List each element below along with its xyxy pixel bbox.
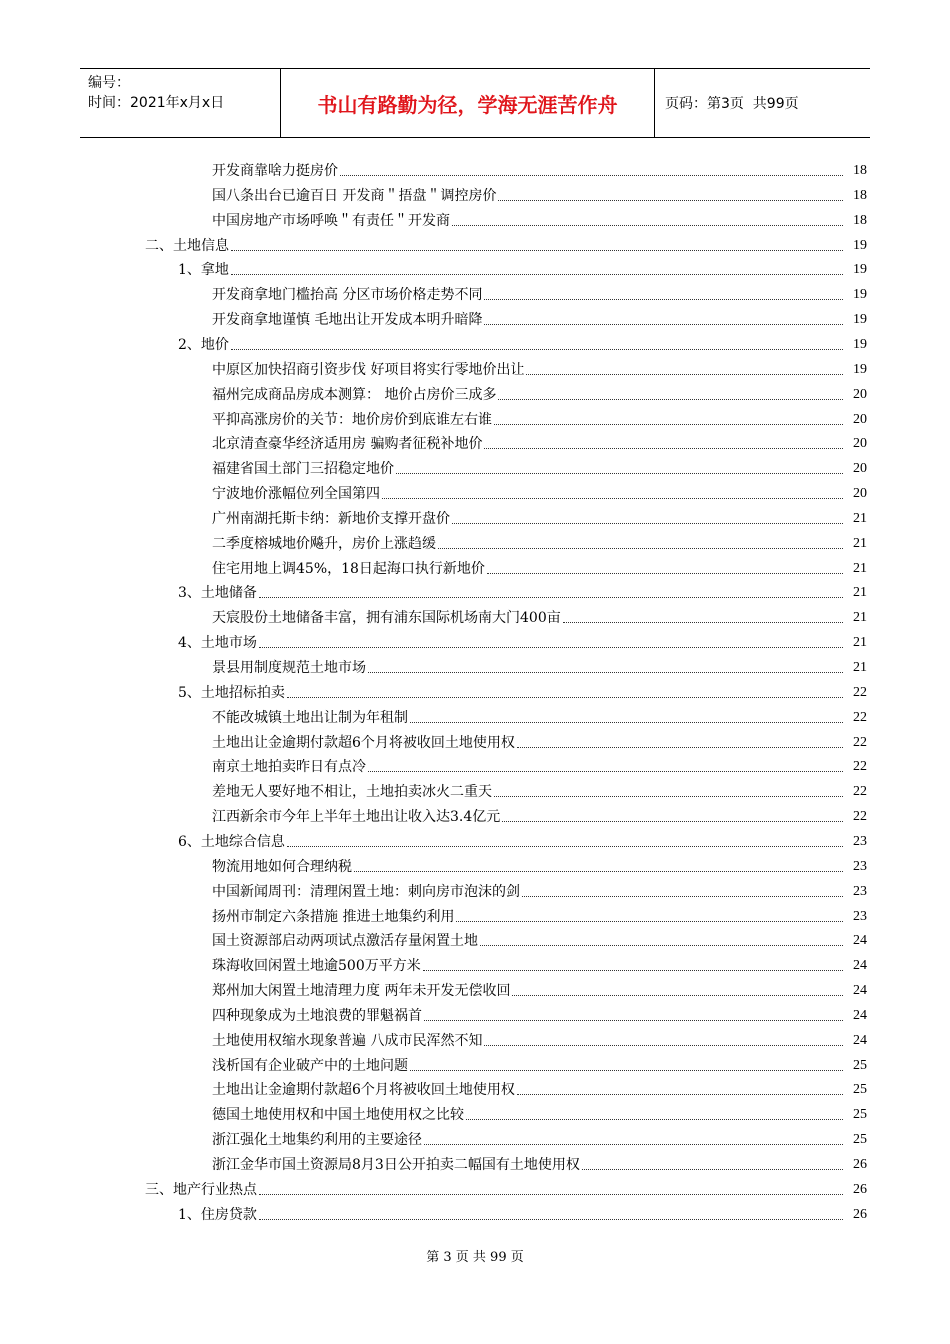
toc-entry-page: 24 xyxy=(853,933,867,949)
toc-entry-title: 南京土地拍卖昨日有点冷 xyxy=(212,759,366,776)
toc-dot-leader xyxy=(396,472,843,474)
toc-entry[interactable] xyxy=(212,282,867,304)
toc-entry-page: 23 xyxy=(853,858,867,874)
toc-entry[interactable] xyxy=(178,630,867,652)
toc-entry-page: 21 xyxy=(853,635,867,651)
toc-dot-leader xyxy=(231,348,843,350)
toc-entry-title: 开发商拿地谨慎 毛地出让开发成本明升暗降 xyxy=(212,312,483,329)
toc-entry-title: 土地出让金逾期付款超6个月将被收回土地使用权 xyxy=(212,734,515,751)
toc-entry[interactable] xyxy=(212,705,867,727)
toc-entry[interactable] xyxy=(212,605,867,627)
toc-entry-page: 24 xyxy=(853,958,867,974)
toc-entry[interactable] xyxy=(212,904,867,926)
toc-entry-page: 21 xyxy=(853,535,867,551)
toc-entry-page: 19 xyxy=(853,287,867,303)
toc-entry-title: 珠海收回闲置土地逾500万平方米 xyxy=(212,958,421,975)
toc-dot-leader xyxy=(259,1218,843,1220)
toc-dot-leader xyxy=(340,174,843,176)
toc-dot-leader xyxy=(502,820,843,822)
toc-entry-page: 24 xyxy=(853,1007,867,1023)
toc-entry[interactable] xyxy=(212,1102,867,1124)
toc-entry-title: 福州完成商品房成本测算： 地价占房价三成多 xyxy=(212,386,497,403)
toc-dot-leader xyxy=(368,770,843,772)
toc-entry-page: 20 xyxy=(853,436,867,452)
toc-entry-title: 不能改城镇土地出让制为年租制 xyxy=(212,709,408,726)
toc-entry-page: 21 xyxy=(853,560,867,576)
toc-entry[interactable] xyxy=(212,1152,867,1174)
toc-dot-leader xyxy=(424,1019,843,1021)
toc-entry[interactable] xyxy=(212,804,867,826)
toc-entry-page: 20 xyxy=(853,386,867,402)
toc-entry[interactable] xyxy=(212,382,867,404)
toc-dot-leader xyxy=(368,671,843,673)
toc-entry-title: 国土资源部启动两项试点激活存量闲置土地 xyxy=(212,933,478,950)
toc-entry-title: 平抑高涨房价的关节：地价房价到底谁左右谁 xyxy=(212,411,492,428)
toc-entry-page: 21 xyxy=(853,510,867,526)
toc-entry-page: 22 xyxy=(853,759,867,775)
toc-dot-leader xyxy=(498,199,843,201)
toc-entry-page: 25 xyxy=(853,1082,867,1098)
toc-entry[interactable] xyxy=(212,1028,867,1050)
toc-entry-page: 23 xyxy=(853,908,867,924)
toc-entry[interactable] xyxy=(212,506,867,528)
toc-dot-leader xyxy=(480,944,843,946)
toc-entry-title: 扬州市制定六条措施 推进土地集约利用 xyxy=(212,908,455,925)
toc-entry-title: 德国土地使用权和中国土地使用权之比较 xyxy=(212,1107,464,1124)
toc-entry-title: 住宅用地上调45%，18日起海口执行新地价 xyxy=(212,560,485,577)
toc-entry-page: 25 xyxy=(853,1057,867,1073)
toc-entry-page: 22 xyxy=(853,684,867,700)
toc-entry-title: 1、住房贷款 xyxy=(178,1206,257,1223)
toc-entry-title: 6、土地综合信息 xyxy=(178,833,285,850)
toc-entry[interactable] xyxy=(178,680,867,702)
toc-dot-leader xyxy=(494,795,843,797)
toc-entry-title: 三、地产行业热点 xyxy=(145,1181,257,1198)
toc-entry-page: 19 xyxy=(853,336,867,352)
toc-dot-leader xyxy=(456,920,843,922)
toc-dot-leader xyxy=(354,870,843,872)
toc-entry[interactable] xyxy=(178,580,867,602)
toc-dot-leader xyxy=(424,1143,843,1145)
toc-dot-leader xyxy=(526,373,843,375)
toc-dot-leader xyxy=(466,1118,843,1120)
toc-entry-title: 国八条出台已逾百日 开发商＂捂盘＂调控房价 xyxy=(212,187,497,204)
toc-dot-leader xyxy=(259,646,843,648)
toc-entry-title: 2、地价 xyxy=(178,336,229,353)
toc-entry-page: 22 xyxy=(853,809,867,825)
toc-entry[interactable] xyxy=(212,158,867,180)
toc-entry[interactable] xyxy=(212,754,867,776)
toc-entry-page: 26 xyxy=(853,1206,867,1222)
toc-entry-page: 18 xyxy=(853,212,867,228)
toc-entry-page: 23 xyxy=(853,833,867,849)
toc-entry[interactable] xyxy=(178,332,867,354)
toc-entry-title: 四种现象成为土地浪费的罪魁祸首 xyxy=(212,1007,422,1024)
toc-dot-leader xyxy=(452,224,843,226)
document-date-label: 时间：2021年x月x日 xyxy=(88,95,225,111)
toc-entry[interactable] xyxy=(178,1202,867,1224)
toc-entry-page: 26 xyxy=(853,1157,867,1172)
toc-entry[interactable] xyxy=(212,879,867,901)
toc-entry-page: 21 xyxy=(853,660,867,675)
toc-entry[interactable] xyxy=(212,431,867,453)
toc-dot-leader xyxy=(410,721,843,723)
toc-entry-title: 1、拿地 xyxy=(178,262,229,279)
toc-dot-leader xyxy=(423,969,843,971)
toc-entry-page: 18 xyxy=(853,187,867,203)
toc-entry-page: 21 xyxy=(853,610,867,626)
page-footer: 第 3 页 共 99 页 xyxy=(426,1250,524,1265)
toc-entry-title: 二、土地信息 xyxy=(145,237,229,254)
toc-entry-title: 郑州加大闲置土地清理力度 两年未开发无偿收回 xyxy=(212,983,511,1000)
toc-dot-leader xyxy=(517,1093,843,1095)
toc-entry-page: 22 xyxy=(853,784,867,800)
page-count-label: 页码：第3页 共99页 xyxy=(665,96,799,112)
toc-entry[interactable] xyxy=(212,531,867,553)
toc-entry-title: 3、土地储备 xyxy=(178,585,257,602)
toc-dot-leader xyxy=(259,1193,843,1195)
toc-entry-title: 物流用地如何合理纳税 xyxy=(212,858,352,875)
toc-entry-title: 二季度榕城地价飚升，房价上涨趋缓 xyxy=(212,535,436,552)
toc-entry-page: 21 xyxy=(853,585,867,601)
toc-entry[interactable] xyxy=(145,233,867,255)
toc-entry-title: 福建省国土部门三招稳定地价 xyxy=(212,461,394,478)
toc-entry-page: 26 xyxy=(853,1181,867,1197)
toc-entry[interactable] xyxy=(212,1003,867,1025)
toc-entry-title: 江西新余市今年上半年土地出让收入达3.4亿元 xyxy=(212,809,501,826)
toc-dot-leader xyxy=(452,522,843,524)
motto-text: 书山有路勤为径，学海无涯苦作舟 xyxy=(317,92,618,117)
toc-dot-leader xyxy=(582,1168,843,1170)
toc-entry[interactable] xyxy=(212,953,867,975)
toc-entry-title: 开发商靠啥力挺房价 xyxy=(212,163,338,179)
toc-entry-title: 浙江金华市国土资源局8月3日公开拍卖二幅国有土地使用权 xyxy=(212,1157,580,1173)
toc-entry-title: 开发商拿地门槛抬高 分区市场价格走势不同 xyxy=(212,287,483,304)
toc-entry-title: 中国新闻周刊：清理闲置土地：刺向房市泡沫的剑 xyxy=(212,883,520,900)
toc-entry[interactable] xyxy=(212,407,867,429)
toc-entry-page: 25 xyxy=(853,1132,867,1148)
toc-entry[interactable] xyxy=(212,928,867,950)
toc-entry[interactable] xyxy=(212,854,867,876)
toc-dot-leader xyxy=(512,994,843,996)
toc-entry[interactable] xyxy=(212,978,867,1000)
toc-dot-leader xyxy=(410,1069,843,1071)
header-page-info xyxy=(655,69,870,137)
toc-entry-title: 4、土地市场 xyxy=(178,635,257,652)
toc-dot-leader xyxy=(563,621,843,623)
toc-entry[interactable] xyxy=(212,1127,867,1149)
toc-entry[interactable] xyxy=(212,655,867,677)
toc-dot-leader xyxy=(438,547,843,549)
toc-dot-leader xyxy=(487,572,843,574)
toc-entry[interactable] xyxy=(212,183,867,205)
toc-entry[interactable] xyxy=(212,481,867,503)
toc-entry[interactable] xyxy=(212,730,867,752)
toc-entry[interactable] xyxy=(212,357,867,379)
toc-entry-title: 浙江强化土地集约利用的主要途径 xyxy=(212,1132,422,1149)
toc-dot-leader xyxy=(484,298,843,300)
toc-entry[interactable] xyxy=(145,1177,867,1199)
header-meta xyxy=(80,69,281,137)
header-motto xyxy=(281,69,655,137)
toc-dot-leader xyxy=(382,497,843,499)
toc-entry-page: 20 xyxy=(853,411,867,427)
toc-entry[interactable] xyxy=(212,1077,867,1099)
toc-entry-page: 20 xyxy=(853,461,867,477)
toc-entry[interactable] xyxy=(212,307,867,329)
toc-entry-page: 19 xyxy=(853,312,867,328)
toc-dot-leader xyxy=(517,746,843,748)
toc-entry[interactable] xyxy=(178,257,867,279)
toc-entry-title: 差地无人要好地不相让，土地拍卖冰火二重天 xyxy=(212,784,492,801)
toc-entry-title: 宁波地价涨幅位列全国第四 xyxy=(212,486,380,503)
toc-entry-title: 土地出让金逾期付款超6个月将被收回土地使用权 xyxy=(212,1082,515,1099)
toc-entry-page: 19 xyxy=(853,361,867,377)
toc-entry-page: 18 xyxy=(853,163,867,178)
toc-entry-page: 19 xyxy=(853,262,867,278)
toc-entry-title: 景县用制度规范土地市场 xyxy=(212,660,366,676)
toc-entry[interactable] xyxy=(212,456,867,478)
toc-dot-leader xyxy=(484,1044,843,1046)
toc-entry[interactable] xyxy=(212,556,867,578)
toc-entry[interactable] xyxy=(178,829,867,851)
toc-entry-title: 土地使用权缩水现象普遍 八成市民浑然不知 xyxy=(212,1032,483,1049)
toc-dot-leader xyxy=(498,398,843,400)
toc-entry-page: 23 xyxy=(853,883,867,899)
toc-dot-leader xyxy=(287,696,843,698)
toc-entry-title: 中原区加快招商引资步伐 好项目将实行零地价出让 xyxy=(212,361,525,378)
toc-entry-title: 天宸股份土地储备丰富，拥有浦东国际机场南大门400亩 xyxy=(212,610,561,627)
toc-entry-page: 22 xyxy=(853,734,867,750)
toc-entry-title: 广州南湖托斯卡纳：新地价支撑开盘价 xyxy=(212,510,450,527)
toc-entry-page: 19 xyxy=(853,237,867,253)
toc-entry-title: 5、土地招标拍卖 xyxy=(178,684,285,701)
toc-dot-leader xyxy=(522,895,843,897)
toc-entry[interactable] xyxy=(212,208,867,230)
toc-entry[interactable] xyxy=(212,1053,867,1075)
toc-entry-page: 20 xyxy=(853,486,867,502)
toc-dot-leader xyxy=(231,273,843,275)
toc-entry-title: 北京清查豪华经济适用房 骗购者征税补地价 xyxy=(212,436,483,453)
toc-dot-leader xyxy=(287,845,843,847)
toc-dot-leader xyxy=(259,596,843,598)
toc-entry-page: 25 xyxy=(853,1107,867,1123)
toc-entry-page: 22 xyxy=(853,709,867,725)
toc-entry-title: 浅析国有企业破产中的土地问题 xyxy=(212,1057,408,1074)
toc-entry-title: 中国房地产市场呼唤＂有责任＂开发商 xyxy=(212,212,450,229)
toc-entry[interactable] xyxy=(212,779,867,801)
toc-entry-page: 24 xyxy=(853,1032,867,1048)
page-header xyxy=(80,68,870,138)
toc-entry-page: 24 xyxy=(853,983,867,999)
toc-dot-leader xyxy=(484,447,843,449)
document-number-label: 编号： xyxy=(88,75,130,91)
toc-dot-leader xyxy=(231,249,843,251)
toc-dot-leader xyxy=(494,423,843,425)
toc-dot-leader xyxy=(484,323,843,325)
